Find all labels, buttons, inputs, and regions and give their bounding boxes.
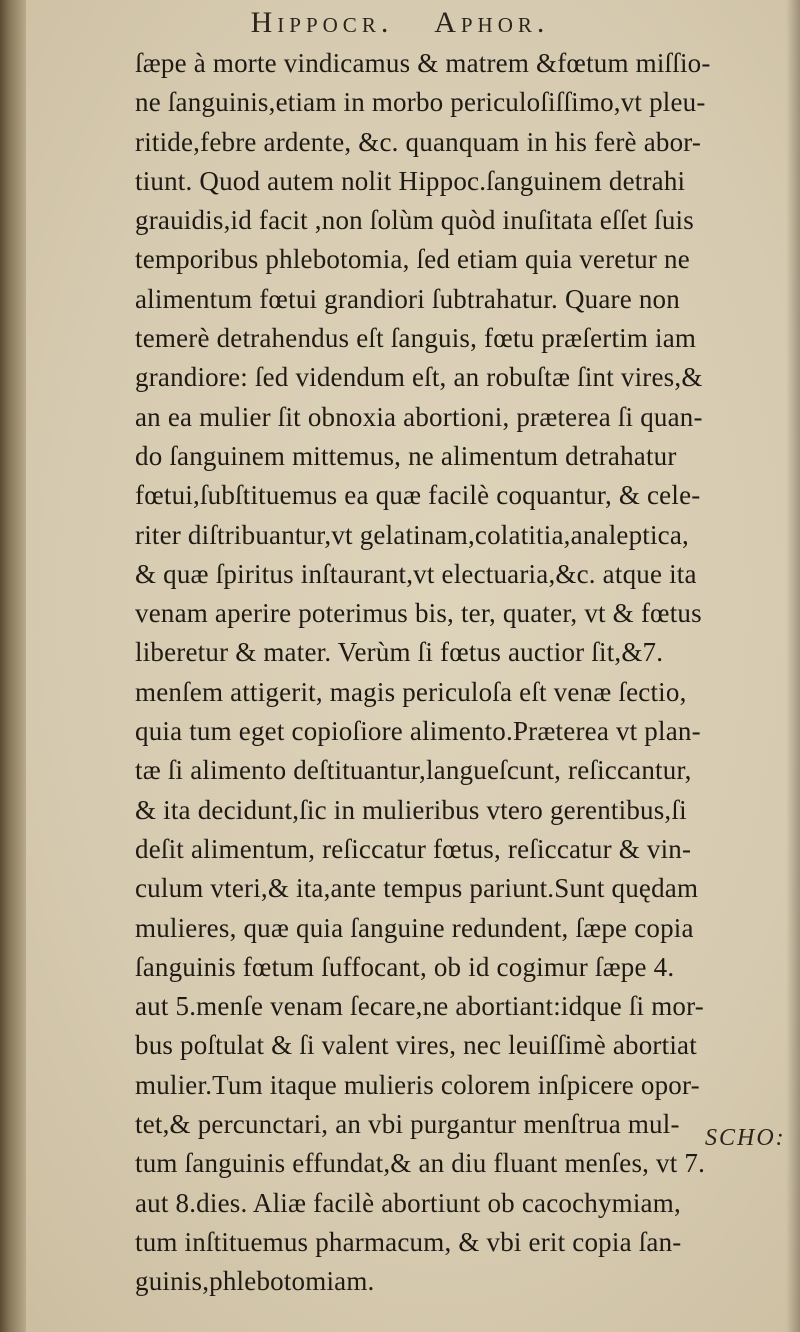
text-line: venam aperire poterimus bis, ter, quater, vt & fœtus bbox=[135, 598, 702, 629]
text-line: tiunt. Quod autem nolit Hippoc.ſanguinem detrahi bbox=[135, 165, 686, 196]
text-line: fœtui,ſubſtituemus ea quæ facilè coquantur, & cele- bbox=[135, 480, 701, 511]
running-head bbox=[0, 6, 800, 40]
text-line: an ea mulier ſit obnoxia abortioni, præterea ſi quan- bbox=[135, 401, 703, 432]
text-line: tum inſtituemus pharmacum, & vbi erit copia ſan- bbox=[135, 1226, 682, 1257]
text-line: & ita decidunt,ſic in mulieribus vtero gerentibus,ſi bbox=[135, 794, 687, 825]
running-head-right: Aphor. bbox=[434, 6, 550, 39]
text-line: mulier.Tum itaque mulieris colorem inſpicere opor- bbox=[135, 1069, 700, 1100]
text-line: ſæpe à morte vindicamus & matrem &fœtum miſſio- bbox=[135, 48, 711, 78]
text-line: temporibus phlebotomia, ſed etiam quia veretur ne bbox=[135, 244, 690, 275]
text-line: grauidis,id facit ,non ſolùm quòd inuſitata eſſet ſuis bbox=[135, 205, 694, 236]
page-binding-shadow bbox=[0, 0, 26, 1332]
catchword: SCHO: bbox=[705, 1125, 786, 1151]
text-line: liberetur & mater. Verùm ſi fœtus auctior ſit,&7. bbox=[135, 637, 664, 668]
text-line: quia tum eget copioſiore alimento.Præterea vt plan- bbox=[135, 716, 701, 747]
text-line: ne ſanguinis,etiam in morbo periculoſiſſimo,vt pleu- bbox=[135, 87, 706, 118]
text-line: temerè detrahendus eſt ſanguis, fœtu præſertim iam bbox=[135, 323, 697, 354]
text-line: alimentum fœtui grandiori ſubtrahatur. Quare non bbox=[135, 283, 680, 314]
text-line: culum vteri,& ita,ante tempus pariunt.Sunt quędam bbox=[135, 873, 699, 904]
text-line: aut 5.menſe venam ſecare,ne abortiant:idque ſi mor- bbox=[135, 991, 704, 1022]
text-line: ſanguinis fœtum ſuffocant, ob id cogimur ſæpe 4. bbox=[135, 951, 675, 982]
text-line: grandiore: ſed videndum eſt, an robuſtæ ſint vires,& bbox=[135, 362, 703, 393]
text-line: mulieres, quæ quia ſanguine redundent, ſæpe copia bbox=[135, 912, 694, 943]
text-line: menſem attigerit, magis periculoſa eſt venæ ſectio, bbox=[135, 676, 687, 707]
text-line: guinis,phlebotomiam. bbox=[135, 1266, 375, 1297]
text-line: ritide,febre ardente, &c. quanquam in his ferè abor- bbox=[135, 126, 702, 157]
text-line: tum ſanguinis effundat,& an diu fluant menſes, vt 7. bbox=[135, 1148, 706, 1179]
body-text bbox=[135, 44, 800, 1302]
text-line: bus poſtulat & ſi valent vires, nec leuiſſimè abortiat bbox=[135, 1030, 697, 1061]
text-line: tet,& percunctari, an vbi purgantur menſtrua mul- bbox=[135, 1109, 680, 1140]
text-line: aut 8.dies. Aliæ facilè abortiunt ob cacochymiam, bbox=[135, 1187, 681, 1218]
text-line: do ſanguinem mittemus, ne alimentum detrahatur bbox=[135, 440, 677, 471]
text-line: riter diſtribuantur,vt gelatinam,colatitia,analeptica, bbox=[135, 519, 690, 550]
text-line: tæ ſi alimento deſtituantur,langueſcunt, reſiccantur, bbox=[135, 755, 692, 786]
text-line: deſit alimentum, reſiccatur fœtus, reſiccatur & vin- bbox=[135, 833, 692, 864]
running-head-left: Hippocr. bbox=[250, 6, 394, 39]
text-line: & quæ ſpiritus inſtaurant,vt electuaria,&c. atque ita bbox=[135, 558, 697, 589]
